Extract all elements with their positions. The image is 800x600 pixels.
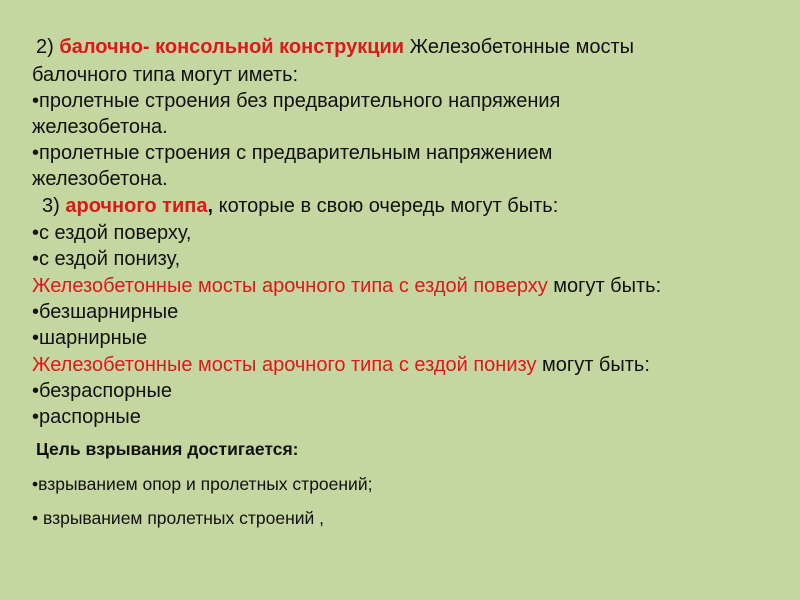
beam-number: 2) [36, 36, 54, 58]
goal-item-2: • взрыванием пролетных строений , [32, 508, 325, 528]
beam-heading-line [36, 34, 634, 60]
beam-item-1: •пролетные строения без предварительного напряжения [32, 90, 561, 112]
beam-item-1-cont: железобетона. [32, 116, 168, 138]
beam-item-2: •пролетные строения с предварительным напряжением [32, 142, 553, 164]
arch-title: арочного типа [65, 195, 208, 217]
beam-intro: Железобетонные мосты [409, 36, 635, 58]
beam-item-2-cont: железобетона. [32, 168, 168, 190]
arch-top-heading: Железобетонные мосты арочного типа с ездой поверху [32, 275, 548, 297]
arch-top-heading-line [32, 273, 661, 299]
beam-title: балочно- консольной конструкции [59, 36, 405, 58]
arch-bottom-item-2: •распорные [32, 406, 141, 428]
arch-comma: , [207, 195, 214, 217]
arch-bottom-tail: могут быть: [536, 354, 650, 376]
arch-bottom-heading-line [32, 352, 650, 378]
arch-bottom-heading: Железобетонные мосты арочного типа с ездой понизу [32, 354, 537, 376]
goal-item-1: •взрыванием опор и пролетных строений; [32, 474, 373, 494]
arch-number: 3) [42, 195, 60, 217]
arch-top-item-2: •шарнирные [32, 327, 148, 349]
beam-intro-line: балочного типа могут иметь: [32, 64, 299, 86]
arch-heading-line [42, 193, 558, 219]
arch-top-tail: могут быть: [547, 275, 662, 297]
arch-intro: которые в свою очередь могут быть: [213, 195, 559, 217]
arch-bottom-item-1: •безраспорные [32, 380, 172, 402]
arch-top-item-1: •безшарнирные [32, 301, 179, 323]
arch-item-1: •с ездой поверху, [32, 222, 192, 244]
arch-item-2: •с ездой понизу, [32, 248, 181, 270]
goal-heading: Цель взрывания достигается: [36, 439, 299, 459]
